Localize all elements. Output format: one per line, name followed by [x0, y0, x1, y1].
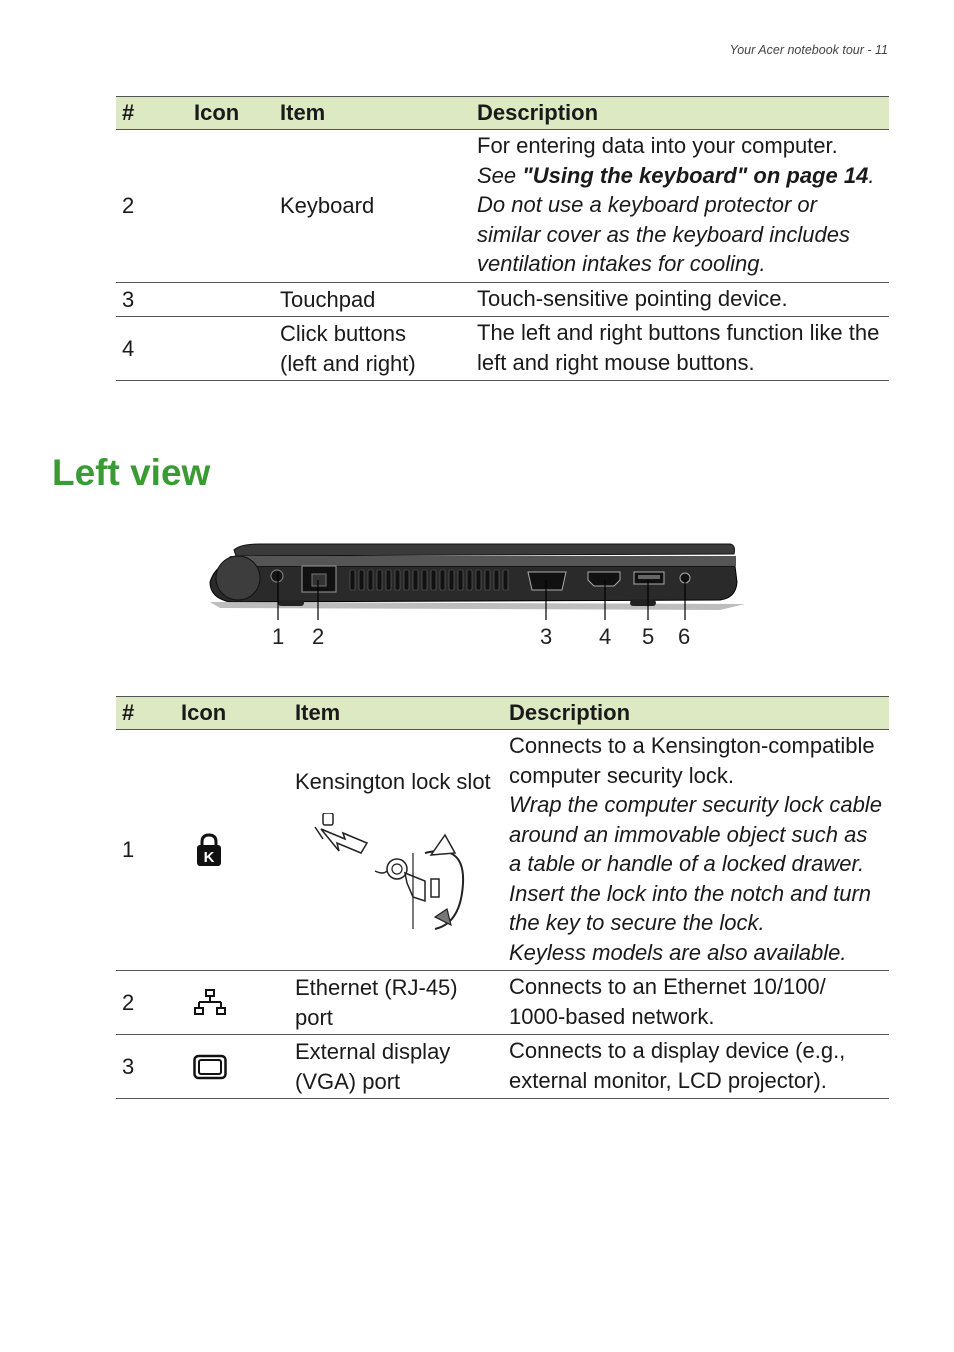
row-icon — [175, 971, 289, 1035]
row-icon — [175, 1035, 289, 1099]
item-text: Kensington lock slot — [295, 769, 491, 795]
kensington-lock-icon — [195, 832, 223, 868]
desc-note: Do not use a keyboard protector or similar cover as the keyboard includes ventilation intakes for cooling. — [477, 192, 850, 276]
lock-letter: K — [203, 849, 215, 866]
component-table-left-view — [116, 696, 889, 1099]
item-line: Click buttons — [280, 321, 406, 346]
ethernet-icon — [193, 988, 227, 1018]
desc-note: Insert the lock into the notch and turn the key to secure the lock. — [509, 880, 872, 935]
desc-note: Keyless models are also available. — [509, 939, 847, 965]
keyboard-page-link[interactable]: "Using the keyboard" on page 14 — [522, 162, 869, 188]
row-number: 3 — [116, 282, 184, 317]
col-header-item: Item — [289, 697, 503, 730]
row-icon-empty — [184, 282, 274, 317]
row-number: 4 — [116, 317, 184, 381]
col-header-number: # — [116, 697, 175, 730]
desc-text: Connects to a Kensington-compatible computer security lock. — [509, 733, 875, 788]
col-header-icon: Icon — [184, 97, 274, 130]
row-item: Keyboard — [274, 130, 471, 283]
table-row — [116, 282, 889, 317]
row-item: Touchpad — [274, 282, 471, 317]
row-item: Ethernet (RJ-45) port — [289, 971, 503, 1035]
row-description — [471, 130, 889, 283]
desc-note: Wrap the computer security lock cable around an immovable object such as a table or handle of a locked drawer. — [509, 792, 882, 876]
col-header-description: Description — [471, 97, 889, 130]
row-description: Connects to an Ethernet 10/100/ 1000-based network. — [503, 971, 889, 1035]
row-number: 1 — [116, 730, 175, 971]
row-number: 3 — [116, 1035, 175, 1099]
row-item — [289, 730, 503, 971]
row-number: 2 — [116, 971, 175, 1035]
table-row — [116, 317, 889, 381]
callout-label: 5 — [642, 624, 655, 649]
component-table-top — [116, 96, 889, 381]
running-header: Your Acer notebook tour - 11 — [729, 43, 888, 57]
col-header-icon: Icon — [175, 697, 289, 730]
col-header-description: Description — [503, 697, 889, 730]
row-description: Touch-sensitive pointing device. — [471, 282, 889, 317]
callout-label: 2 — [312, 624, 325, 649]
row-icon — [175, 730, 289, 971]
desc-text: For entering data into your computer. — [477, 133, 838, 158]
col-header-item: Item — [274, 97, 471, 130]
row-description — [503, 730, 889, 971]
callout-label: 6 — [678, 624, 691, 649]
row-icon-empty — [184, 317, 274, 381]
row-description: The left and right buttons function like the left and right mouse buttons. — [471, 317, 889, 381]
table-row — [116, 1035, 889, 1099]
table-row — [116, 730, 889, 971]
callout-label: 4 — [599, 624, 612, 649]
table-row — [116, 130, 889, 283]
row-item — [274, 317, 471, 381]
table-row — [116, 971, 889, 1035]
kensington-lock-illustration — [295, 813, 475, 933]
row-icon-empty — [184, 130, 274, 283]
item-line: (left and right) — [280, 350, 416, 376]
table-header-row — [116, 697, 889, 730]
callout-label: 3 — [540, 624, 553, 649]
callout-label: 1 — [272, 624, 285, 649]
row-item: External display (VGA) port — [289, 1035, 503, 1099]
ref-period: . — [868, 162, 875, 188]
desc-see-ref — [477, 161, 883, 191]
vga-display-icon — [193, 1054, 227, 1080]
row-description: Connects to a display device (e.g., external monitor, LCD projector). — [503, 1035, 889, 1099]
col-header-number: # — [116, 97, 184, 130]
section-title: Left view — [52, 452, 211, 493]
see-label: See — [477, 162, 523, 188]
table-header-row — [116, 97, 889, 130]
row-number: 2 — [116, 130, 184, 283]
